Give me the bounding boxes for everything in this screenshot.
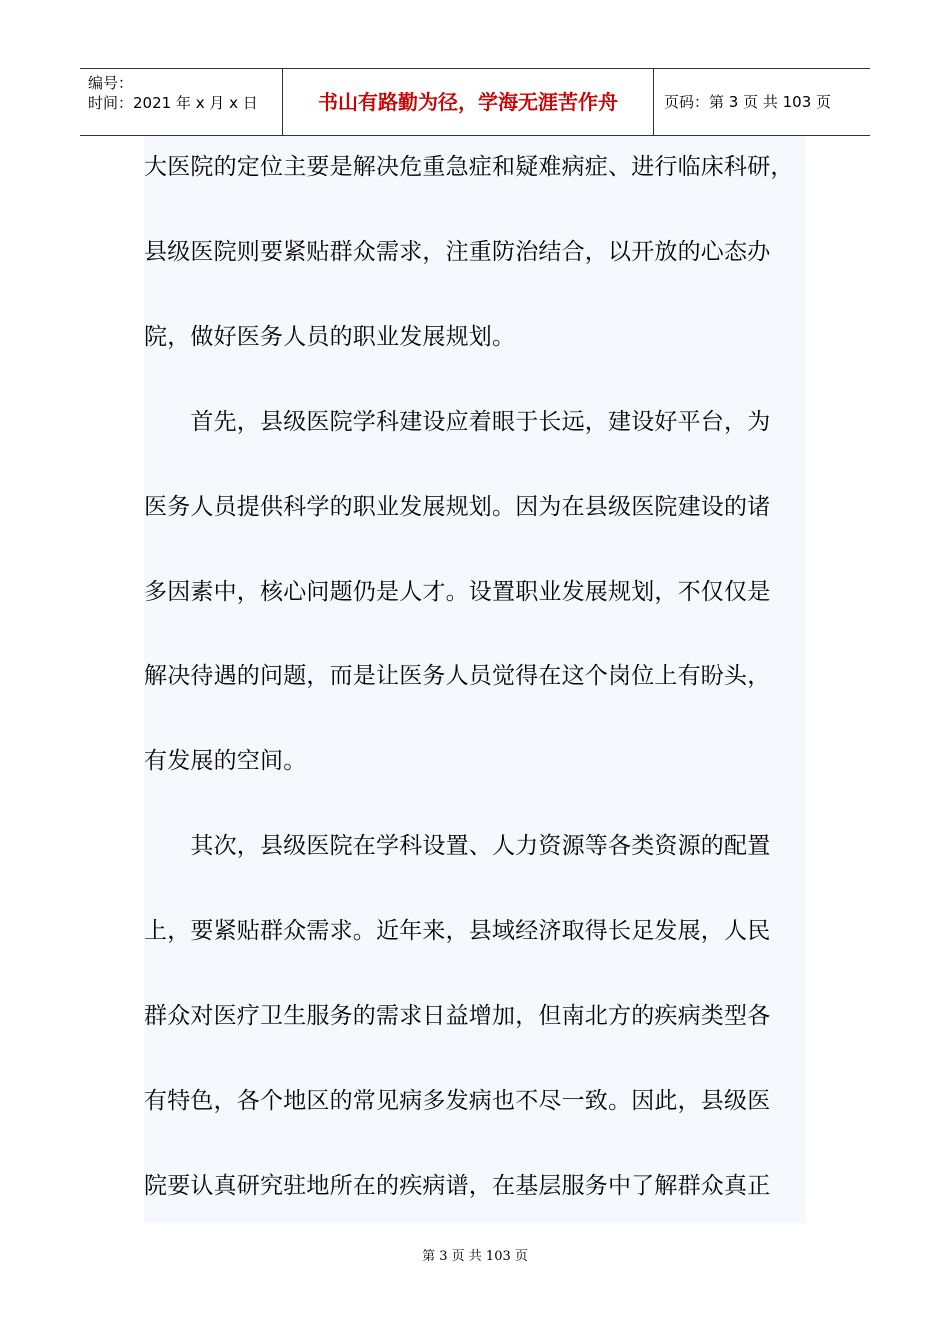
header-page-info: 页码：第 3 页 共 103 页	[664, 93, 832, 111]
body-line: 有发展的空间。	[144, 748, 307, 774]
page-header	[80, 68, 870, 136]
body-line: 上，要紧贴群众需求。近年来，县域经济取得长足发展，人民	[144, 918, 771, 944]
page-footer: 第 3 页 共 103 页	[422, 1249, 528, 1264]
body-line: 院，做好医务人员的职业发展规划。	[144, 324, 516, 350]
body-line: 医务人员提供科学的职业发展规划。因为在县级医院建设的诸	[144, 494, 771, 520]
date-label: 时间：2021 年 x 月 x 日	[88, 94, 258, 112]
header-motto: 书山有路勤为径，学海无涯苦作舟	[282, 69, 654, 135]
body-line: 群众对医疗卫生服务的需求日益增加，但南北方的疾病类型各	[144, 1003, 771, 1029]
body-line: 解决待遇的问题，而是让医务人员觉得在这个岗位上有盼头，	[144, 663, 771, 689]
document-body	[144, 136, 806, 1223]
body-line: 多因素中，核心问题仍是人才。设置职业发展规划，不仅仅是	[144, 579, 771, 605]
body-line: 首先，县级医院学科建设应着眼于长远，建设好平台，为	[144, 409, 771, 435]
body-line: 其次，县级医院在学科设置、人力资源等各类资源的配置	[144, 833, 771, 859]
header-meta	[80, 69, 282, 135]
body-line: 有特色，各个地区的常见病多发病也不尽一致。因此，县级医	[144, 1088, 771, 1114]
number-label: 编号：	[88, 74, 134, 92]
body-line: 县级医院则要紧贴群众需求，注重防治结合，以开放的心态办	[144, 239, 771, 265]
body-line: 大医院的定位主要是解决危重急症和疑难病症、进行临床科研，	[144, 154, 794, 180]
body-line: 院要认真研究驻地所在的疾病谱，在基层服务中了解群众真正	[144, 1173, 771, 1199]
